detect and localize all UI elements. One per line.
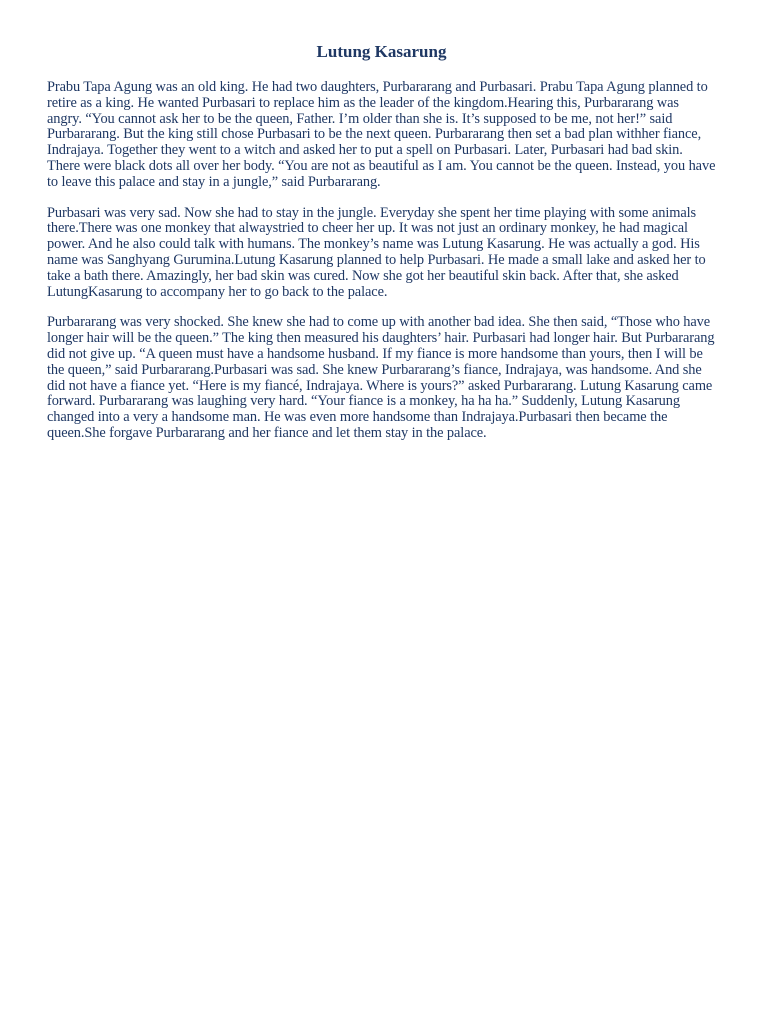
paragraph-1: Prabu Tapa Agung was an old king. He had two daughters, Purbararang and Purbasari. Prabu Tapa Agung planned to retire as a king. He wanted Purbasari to replace him as the leader of the kingdom.Hearing this, Purbararang was angry. “You cannot ask her to be the queen, Father. I’m older than she is. It’s supposed to be me, not her!” said Purbararang. But the king still chose Purbasari to be the next queen. Purbararang then set a bad plan withher fiance, Indrajaya. Together they went to a witch and asked her to put a spell on Purbasari. Later, Purbasari had bad skin. There were black dots all over her body. “You are not as beautiful as I am. You cannot be the queen. Instead, you have to leave this palace and stay in a jungle,” said Purbararang. [47,79,716,190]
paragraph-3: Purbararang was very shocked. She knew she had to come up with another bad idea. She then said, “Those who have longer hair will be the queen.” The king then measured his daughters’ hair. Purbasari had longer hair. But Purbararang did not give up. “A queen must have a handsome husband. If my fiance is more handsome than yours, then I will be the queen,” said Purbararang.Purbasari was sad. She knew Purbararang’s fiance, Indrajaya, was handsome. And she did not have a fiance yet. “Here is my fiancé, Indrajaya. Where is yours?” asked Purbararang. Lutung Kasarung came forward. Purbararang was laughing very hard. “Your fiance is a monkey, ha ha ha.” Suddenly, Lutung Kasarung changed into a very a handsome man. He was even more handsome than Indrajaya.Purbasari then became the queen.She forgave Purbararang and her fiance and let them stay in the palace. [47,314,715,441]
paragraph-2: Purbasari was very sad. Now she had to stay in the jungle. Everyday she spent her time playing with some animals there.There was one monkey that alwaystried to cheer her up. It was not just an ordinary monkey, he had magical power. And he also could talk with humans. The monkey’s name was Lutung Kasarung. He was actually a god. His name was Sanghyang Gurumina.Lutung Kasarung planned to help Purbasari. He made a small lake and asked her to take a bath there. Amazingly, her bad skin was cured. Now she got her beautiful skin back. After that, she asked LutungKasarung to accompany her to go back to the palace. [47,204,706,300]
document-title: Lutung Kasarung [316,42,447,61]
